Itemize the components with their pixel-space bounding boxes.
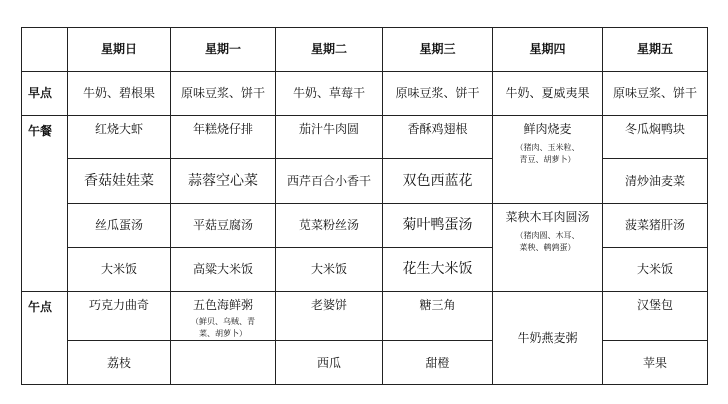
menu-cell: 原味豆浆、饼干: [171, 72, 276, 116]
menu-cell: 红烧大虾: [68, 116, 171, 159]
menu-cell-thursday-lunch-soup: [493, 204, 603, 292]
menu-cell: 原味豆浆、饼干: [603, 72, 708, 116]
menu-cell: 蒜蓉空心菜: [171, 159, 276, 204]
menu-cell: 年糕烧仔排: [171, 116, 276, 159]
menu-cell: 牛奶、夏威夷果: [493, 72, 603, 116]
menu-cell: 甜橙: [383, 341, 493, 385]
note-line: 菜、胡萝卜）: [199, 329, 247, 339]
lunch-row-3: [22, 204, 708, 248]
menu-cell: 原味豆浆、饼干: [383, 72, 493, 116]
menu-cell: 冬瓜焖鸭块: [603, 116, 708, 159]
menu-cell: 苋菜粉丝汤: [276, 204, 383, 248]
note-line: （猪肉圆、木耳、: [515, 231, 580, 241]
note-line: （鲜贝、乌贼、青: [191, 317, 255, 327]
menu-cell: 糖三角: [383, 292, 493, 341]
day-header: 星期一: [171, 28, 276, 72]
menu-cell: 大米饭: [68, 248, 171, 292]
menu-cell-thursday-lunch-main: [493, 116, 603, 204]
menu-cell: 丝瓜蛋汤: [68, 204, 171, 248]
menu-cell: 西瓜: [276, 341, 383, 385]
day-header: 星期三: [383, 28, 493, 72]
day-header: 星期日: [68, 28, 171, 72]
menu-item: 五色海鲜粥: [192, 298, 253, 312]
note-line: 菜秧、鹌鹑蛋）: [519, 243, 576, 253]
menu-cell-thursday-snack: 牛奶燕麦粥: [493, 292, 603, 385]
section-label-snack: 午点: [22, 292, 68, 385]
menu-item: 菜秧木耳肉圆汤: [505, 210, 590, 224]
menu-cell: 巧克力曲奇: [68, 292, 171, 341]
day-header: 星期五: [603, 28, 708, 72]
menu-cell: 菊叶鸭蛋汤: [383, 204, 493, 248]
menu-cell: 牛奶、草莓干: [276, 72, 383, 116]
menu-cell: 大米饭: [276, 248, 383, 292]
section-label-breakfast: 早点: [22, 72, 68, 116]
menu-item: 鲜肉烧麦: [523, 122, 572, 136]
snack-row-1: [22, 292, 708, 341]
menu-cell: 清炒油麦菜: [603, 159, 708, 204]
snack-row-2: [22, 341, 708, 385]
note-line: （猪肉、玉米粒、: [515, 143, 580, 153]
menu-cell: 双色西蓝花: [383, 159, 493, 204]
header-row: [22, 28, 708, 72]
ingredients-note: [493, 142, 602, 166]
menu-cell: 香菇娃娃菜: [68, 159, 171, 204]
menu-cell: 大米饭: [603, 248, 708, 292]
section-label-lunch: 午餐: [22, 116, 68, 292]
menu-cell: 汉堡包: [603, 292, 708, 341]
menu-cell: 老婆饼: [276, 292, 383, 341]
lunch-row-1: [22, 116, 708, 159]
menu-cell: 茄汁牛肉圆: [276, 116, 383, 159]
menu-cell: 荔枝: [68, 341, 171, 385]
ingredients-note: [493, 230, 602, 254]
menu-cell: 花生大米饭: [383, 248, 493, 292]
day-header: 星期四: [493, 28, 603, 72]
menu-cell: [171, 341, 276, 385]
menu-cell: 牛奶、碧根果: [68, 72, 171, 116]
lunch-row-2: [22, 159, 708, 204]
ingredients-note: [171, 316, 275, 340]
menu-cell-monday-snack: [171, 292, 276, 341]
corner-cell: [22, 28, 68, 72]
menu-cell: 西芹百合小香干: [276, 159, 383, 204]
menu-cell: 平菇豆腐汤: [171, 204, 276, 248]
menu-cell: 菠菜猪肝汤: [603, 204, 708, 248]
note-line: 青豆、胡萝卜）: [519, 155, 576, 165]
menu-cell: 香酥鸡翅根: [383, 116, 493, 159]
day-header: 星期二: [276, 28, 383, 72]
breakfast-row: [22, 72, 708, 116]
weekly-menu-table: [21, 27, 708, 385]
menu-cell: 苹果: [603, 341, 708, 385]
lunch-row-4: [22, 248, 708, 292]
menu-cell: 高粱大米饭: [171, 248, 276, 292]
